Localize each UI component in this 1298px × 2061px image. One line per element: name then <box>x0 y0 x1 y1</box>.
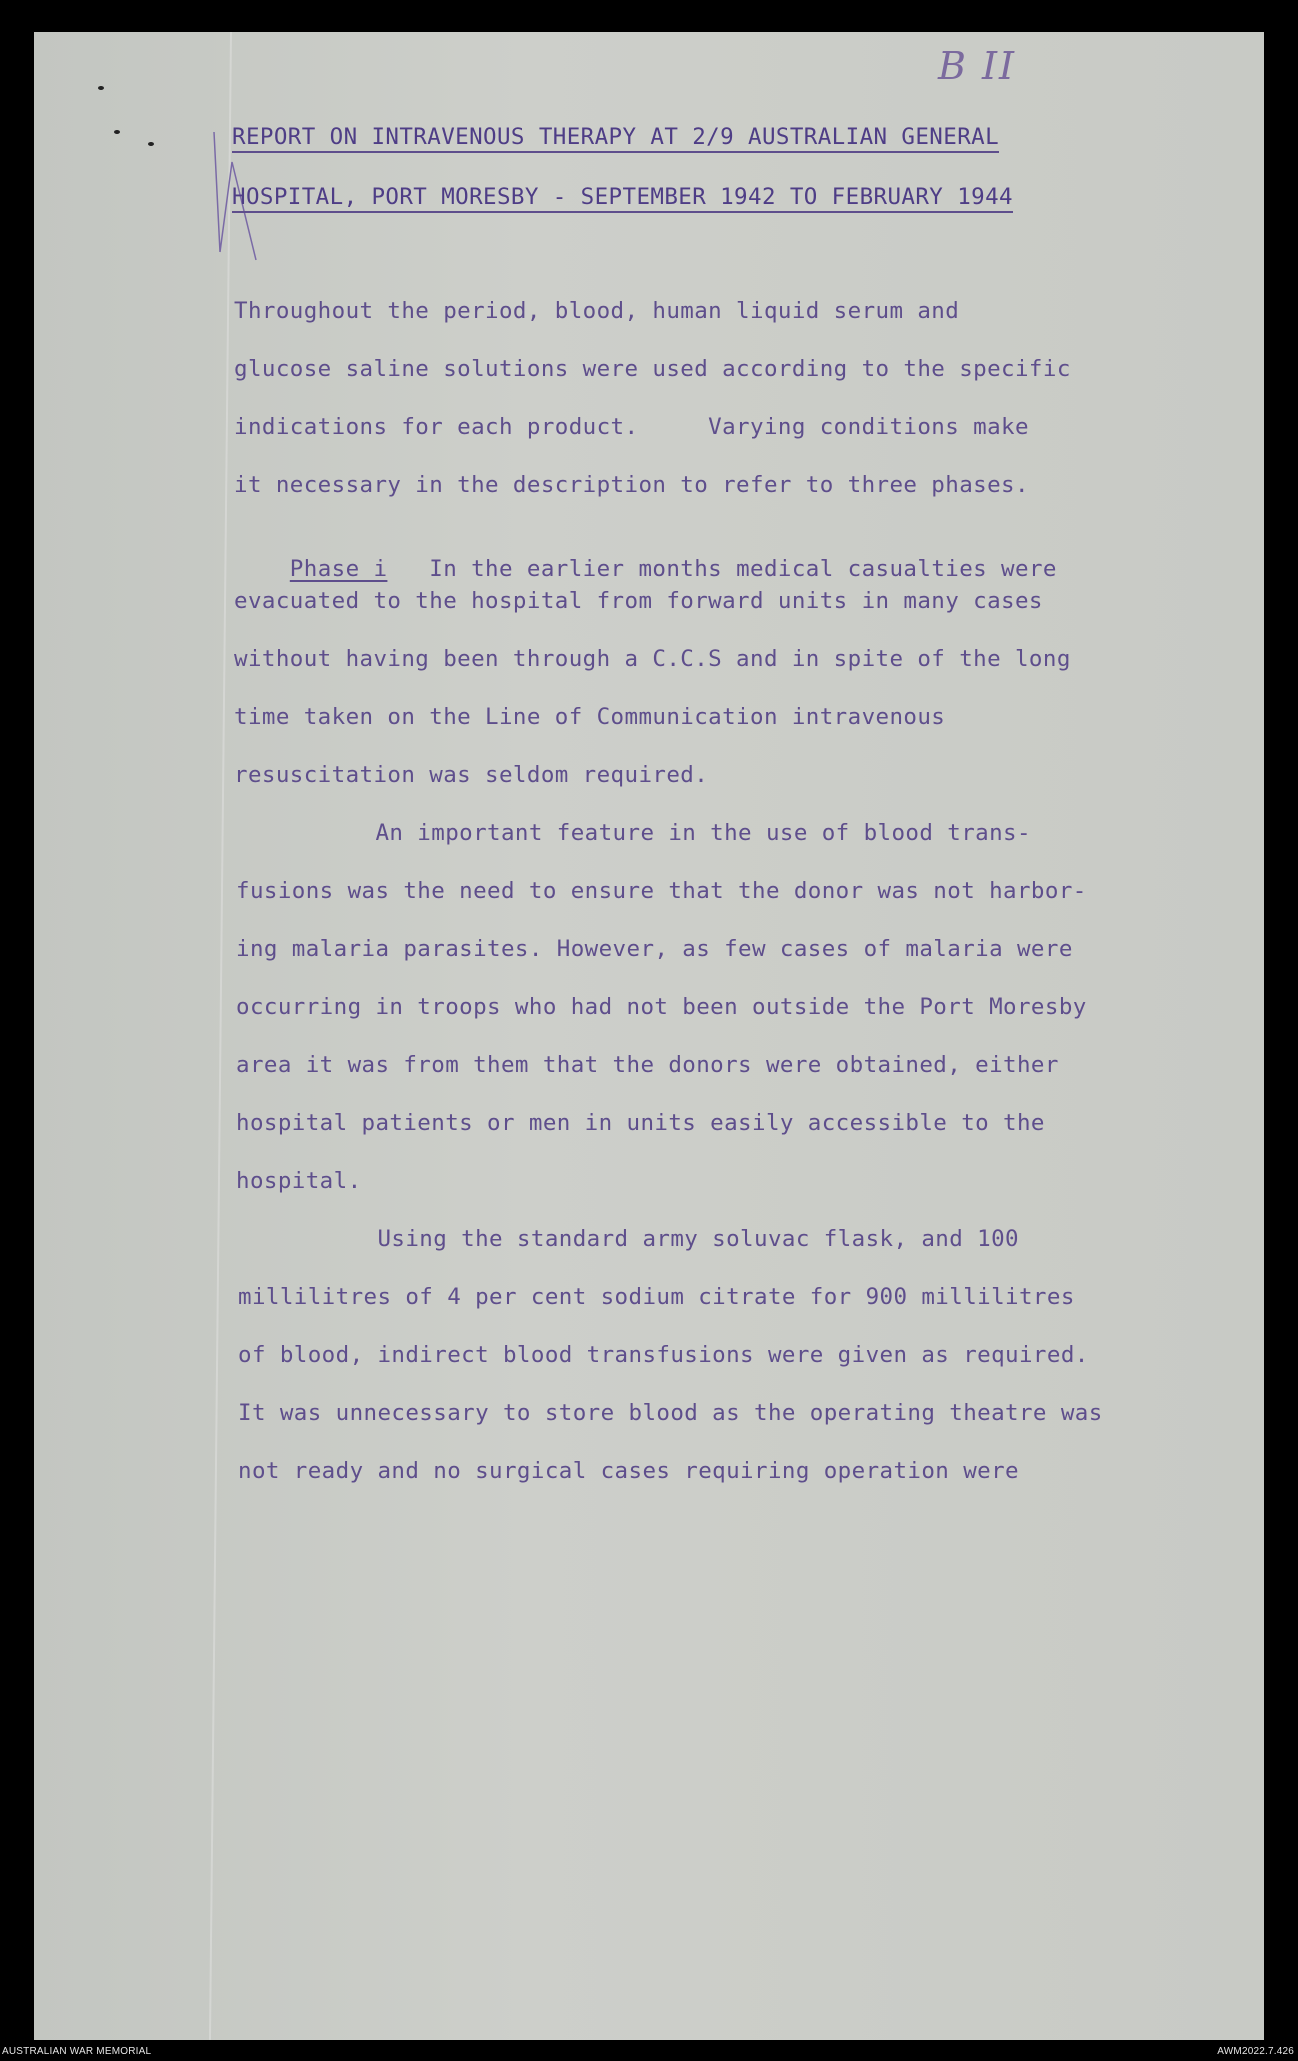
body-line: resuscitation was seldom required. <box>234 762 709 788</box>
punch-mark <box>114 130 120 134</box>
body-line: Using the standard army soluvac flask, and 100 <box>238 1226 1019 1252</box>
body-line: of blood, indirect blood transfusions were given as required. <box>238 1342 1089 1368</box>
phase-label: Phase i <box>289 556 388 582</box>
document-page <box>34 32 1264 2040</box>
body-line: it necessary in the description to refer to three phases. <box>234 472 1029 498</box>
body-line: glucose saline solutions were used according to the specific <box>234 356 1071 382</box>
body-line: hospital patients or men in units easily accessible to the <box>236 1110 1045 1136</box>
body-line: fusions was the need to ensure that the donor was not harbor- <box>236 878 1087 904</box>
body-line: hospital. <box>236 1168 362 1194</box>
body-line: evacuated to the hospital from forward units in many cases <box>234 588 1043 614</box>
body-line: indications for each product. Varying conditions make <box>234 414 1029 440</box>
body-line: ing malaria parasites. However, as few cases of malaria were <box>236 936 1073 962</box>
body-line: It was unnecessary to store blood as the operating theatre was <box>238 1400 1103 1426</box>
footer-accession-number: AWM2022.7.426 <box>1217 2046 1294 2057</box>
body-line: without having been through a C.C.S and in spite of the long <box>234 646 1071 672</box>
title-line-2: HOSPITAL, PORT MORESBY - SEPTEMBER 1942 TO FEBRUARY 1944 <box>232 184 1013 213</box>
body-line: occurring in troops who had not been outside the Port Moresby <box>236 994 1087 1020</box>
body-line: area it was from them that the donors were obtained, either <box>236 1052 1059 1078</box>
body-line: time taken on the Line of Communication intravenous <box>234 704 946 730</box>
body-line: In the earlier months medical casualties were <box>387 556 1057 582</box>
body-line: An important feature in the use of blood trans- <box>236 820 1031 846</box>
paper-crease <box>209 32 232 2040</box>
body-line: not ready and no surgical cases requiring operation were <box>238 1458 1019 1484</box>
folio-mark: B II <box>938 44 1017 88</box>
body-line: Throughout the period, blood, human liquid serum and <box>234 298 960 324</box>
body-line: millilitres of 4 per cent sodium citrate for 900 millilitres <box>238 1284 1075 1310</box>
footer-credit: AUSTRALIAN WAR MEMORIAL <box>2 2046 152 2057</box>
punch-mark <box>98 86 104 90</box>
punch-mark <box>148 142 154 146</box>
title-line-1: REPORT ON INTRAVENOUS THERAPY AT 2/9 AUSTRALIAN GENERAL <box>232 124 999 153</box>
